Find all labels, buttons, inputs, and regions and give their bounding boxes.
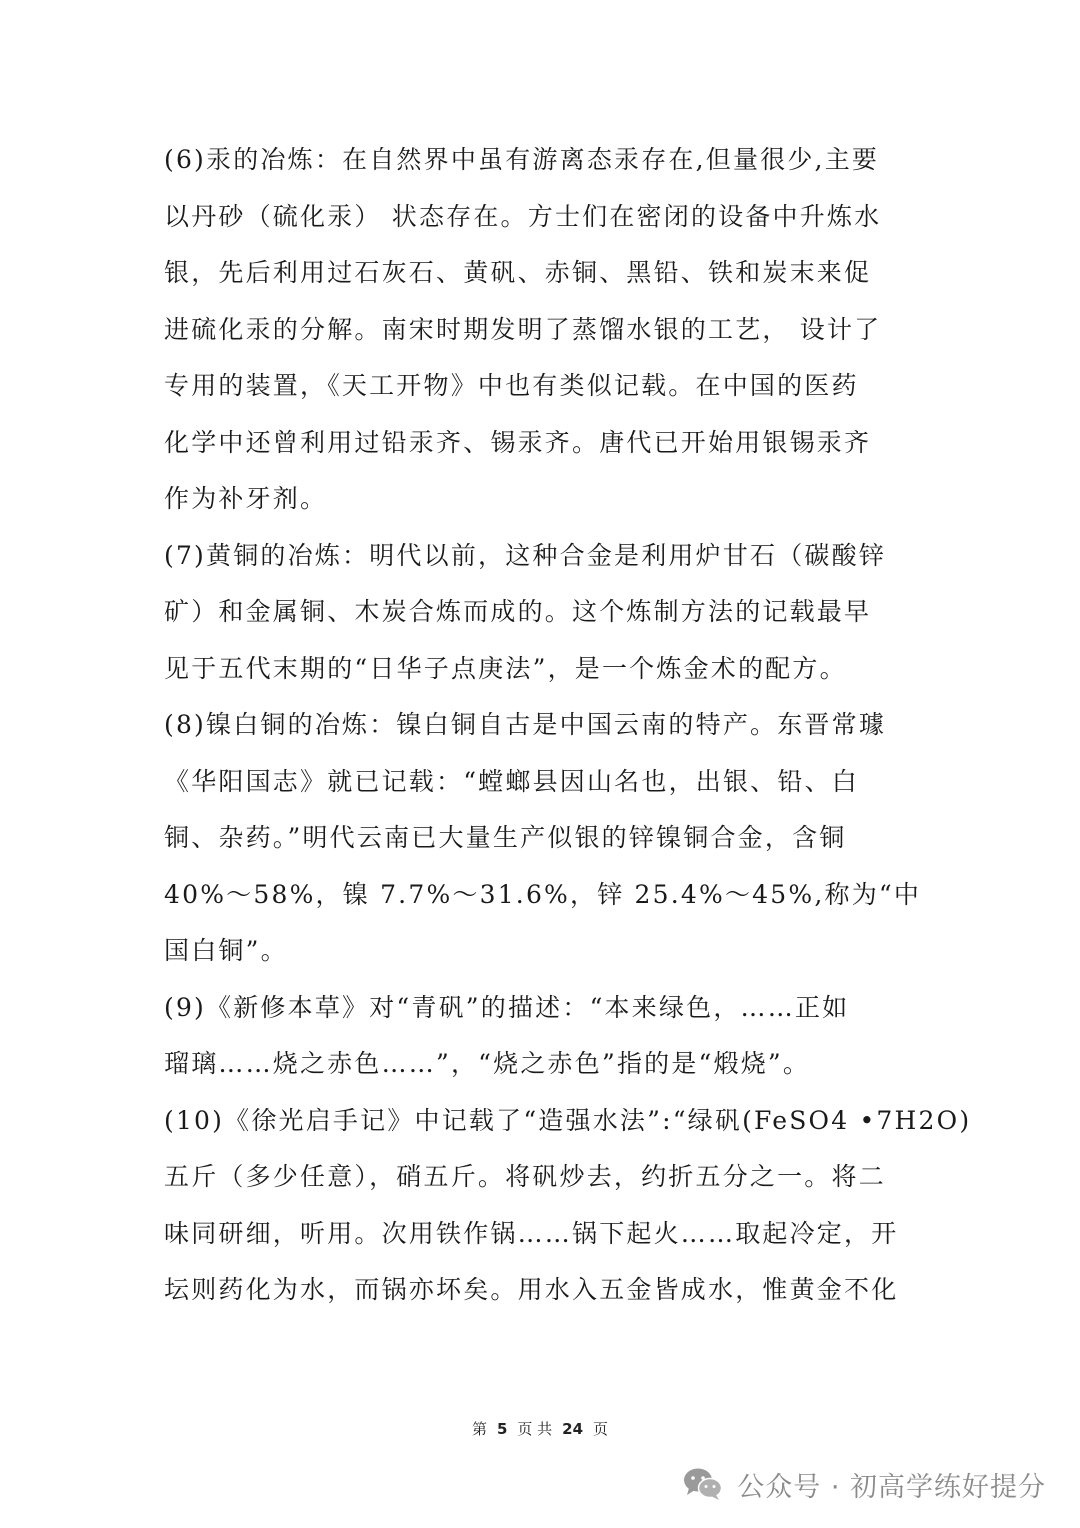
watermark-text: 公众号 · 初高学练好提分 — [737, 1471, 1046, 1503]
text-line: 坛则药化为水，而锅亦坏矣。用水入五金皆成水，惟黄金不化 — [164, 1275, 899, 1304]
text-line: 化学中还曾利用过铅汞齐、锡汞齐。唐代已开始用银锡汞齐 — [164, 427, 872, 457]
footer-prefix: 第 — [471, 1420, 487, 1438]
page-footer — [0, 1418, 1080, 1439]
text-line: 国白铜”。 — [164, 936, 288, 965]
text-line: 作为补牙剂。 — [164, 484, 328, 513]
text-line: 进硫化汞的分解。南宋时期发明了蒸馏水银的工艺， 设计了 — [164, 314, 882, 344]
footer-middle: 页 共 — [517, 1420, 553, 1438]
text-line: (10)《徐光启手记》中记载了“造强水法”:“绿矾(FeSO4 •7H2O) — [164, 1105, 972, 1135]
text-line: 味同研细，听用。次用铁作锅……锅下起火……取起冷定，开 — [164, 1218, 899, 1248]
text-line: 专用的装置，《天工开物》中也有类似记载。在中国的医药 — [164, 371, 859, 400]
text-line: 矿）和金属铜、木炭合炼而成的。这个炼制方法的记载最早 — [164, 597, 872, 626]
text-line: 铜、杂药。”明代云南已大量生产似银的锌镍铜合金，含铜 — [164, 823, 847, 852]
text-line: (8)镍白铜的冶炼：镍白铜自古是中国云南的特产。东晋常璩 — [164, 710, 887, 739]
wechat-icon — [683, 1467, 723, 1501]
text-line: 见于五代末期的“日华子点庚法”，是一个炼金术的配方。 — [164, 653, 847, 683]
text-line: (7)黄铜的冶炼：明代以前，这种合金是利用炉甘石（碳酸锌 — [164, 540, 887, 570]
total-page-number: 24 — [562, 1420, 584, 1438]
watermark — [683, 1462, 1046, 1506]
text-line: (6)汞的冶炼：在自然界中虽有游离态汞存在,但量很少,主要 — [164, 145, 880, 174]
document-body — [164, 132, 972, 1319]
text-line: 40%～58%，镍 7.7%～31.6%，锌 25.4%～45%,称为“中 — [164, 879, 922, 909]
footer-suffix: 页 — [593, 1420, 609, 1438]
text-line: 以丹砂（硫化汞） 状态存在。方士们在密闭的设备中升炼水 — [164, 201, 882, 231]
text-line: 《华阳国志》就已记载：“螳螂县因山名也，出银、铅、白 — [164, 766, 859, 796]
text-line: 五斤（多少任意），硝五斤。将矾炒去，约折五分之一。将二 — [164, 1162, 886, 1191]
text-line: 银，先后利用过石灰石、黄矾、赤铜、黑铅、铁和炭末来促 — [164, 258, 872, 287]
current-page-number: 5 — [496, 1420, 508, 1438]
text-line: 瑠璃……烧之赤色……”，“烧之赤色”指的是“煅烧”。 — [164, 1049, 811, 1078]
text-line: (9)《新修本草》对“青矾”的描述：“本来绿色，……正如 — [164, 992, 850, 1022]
